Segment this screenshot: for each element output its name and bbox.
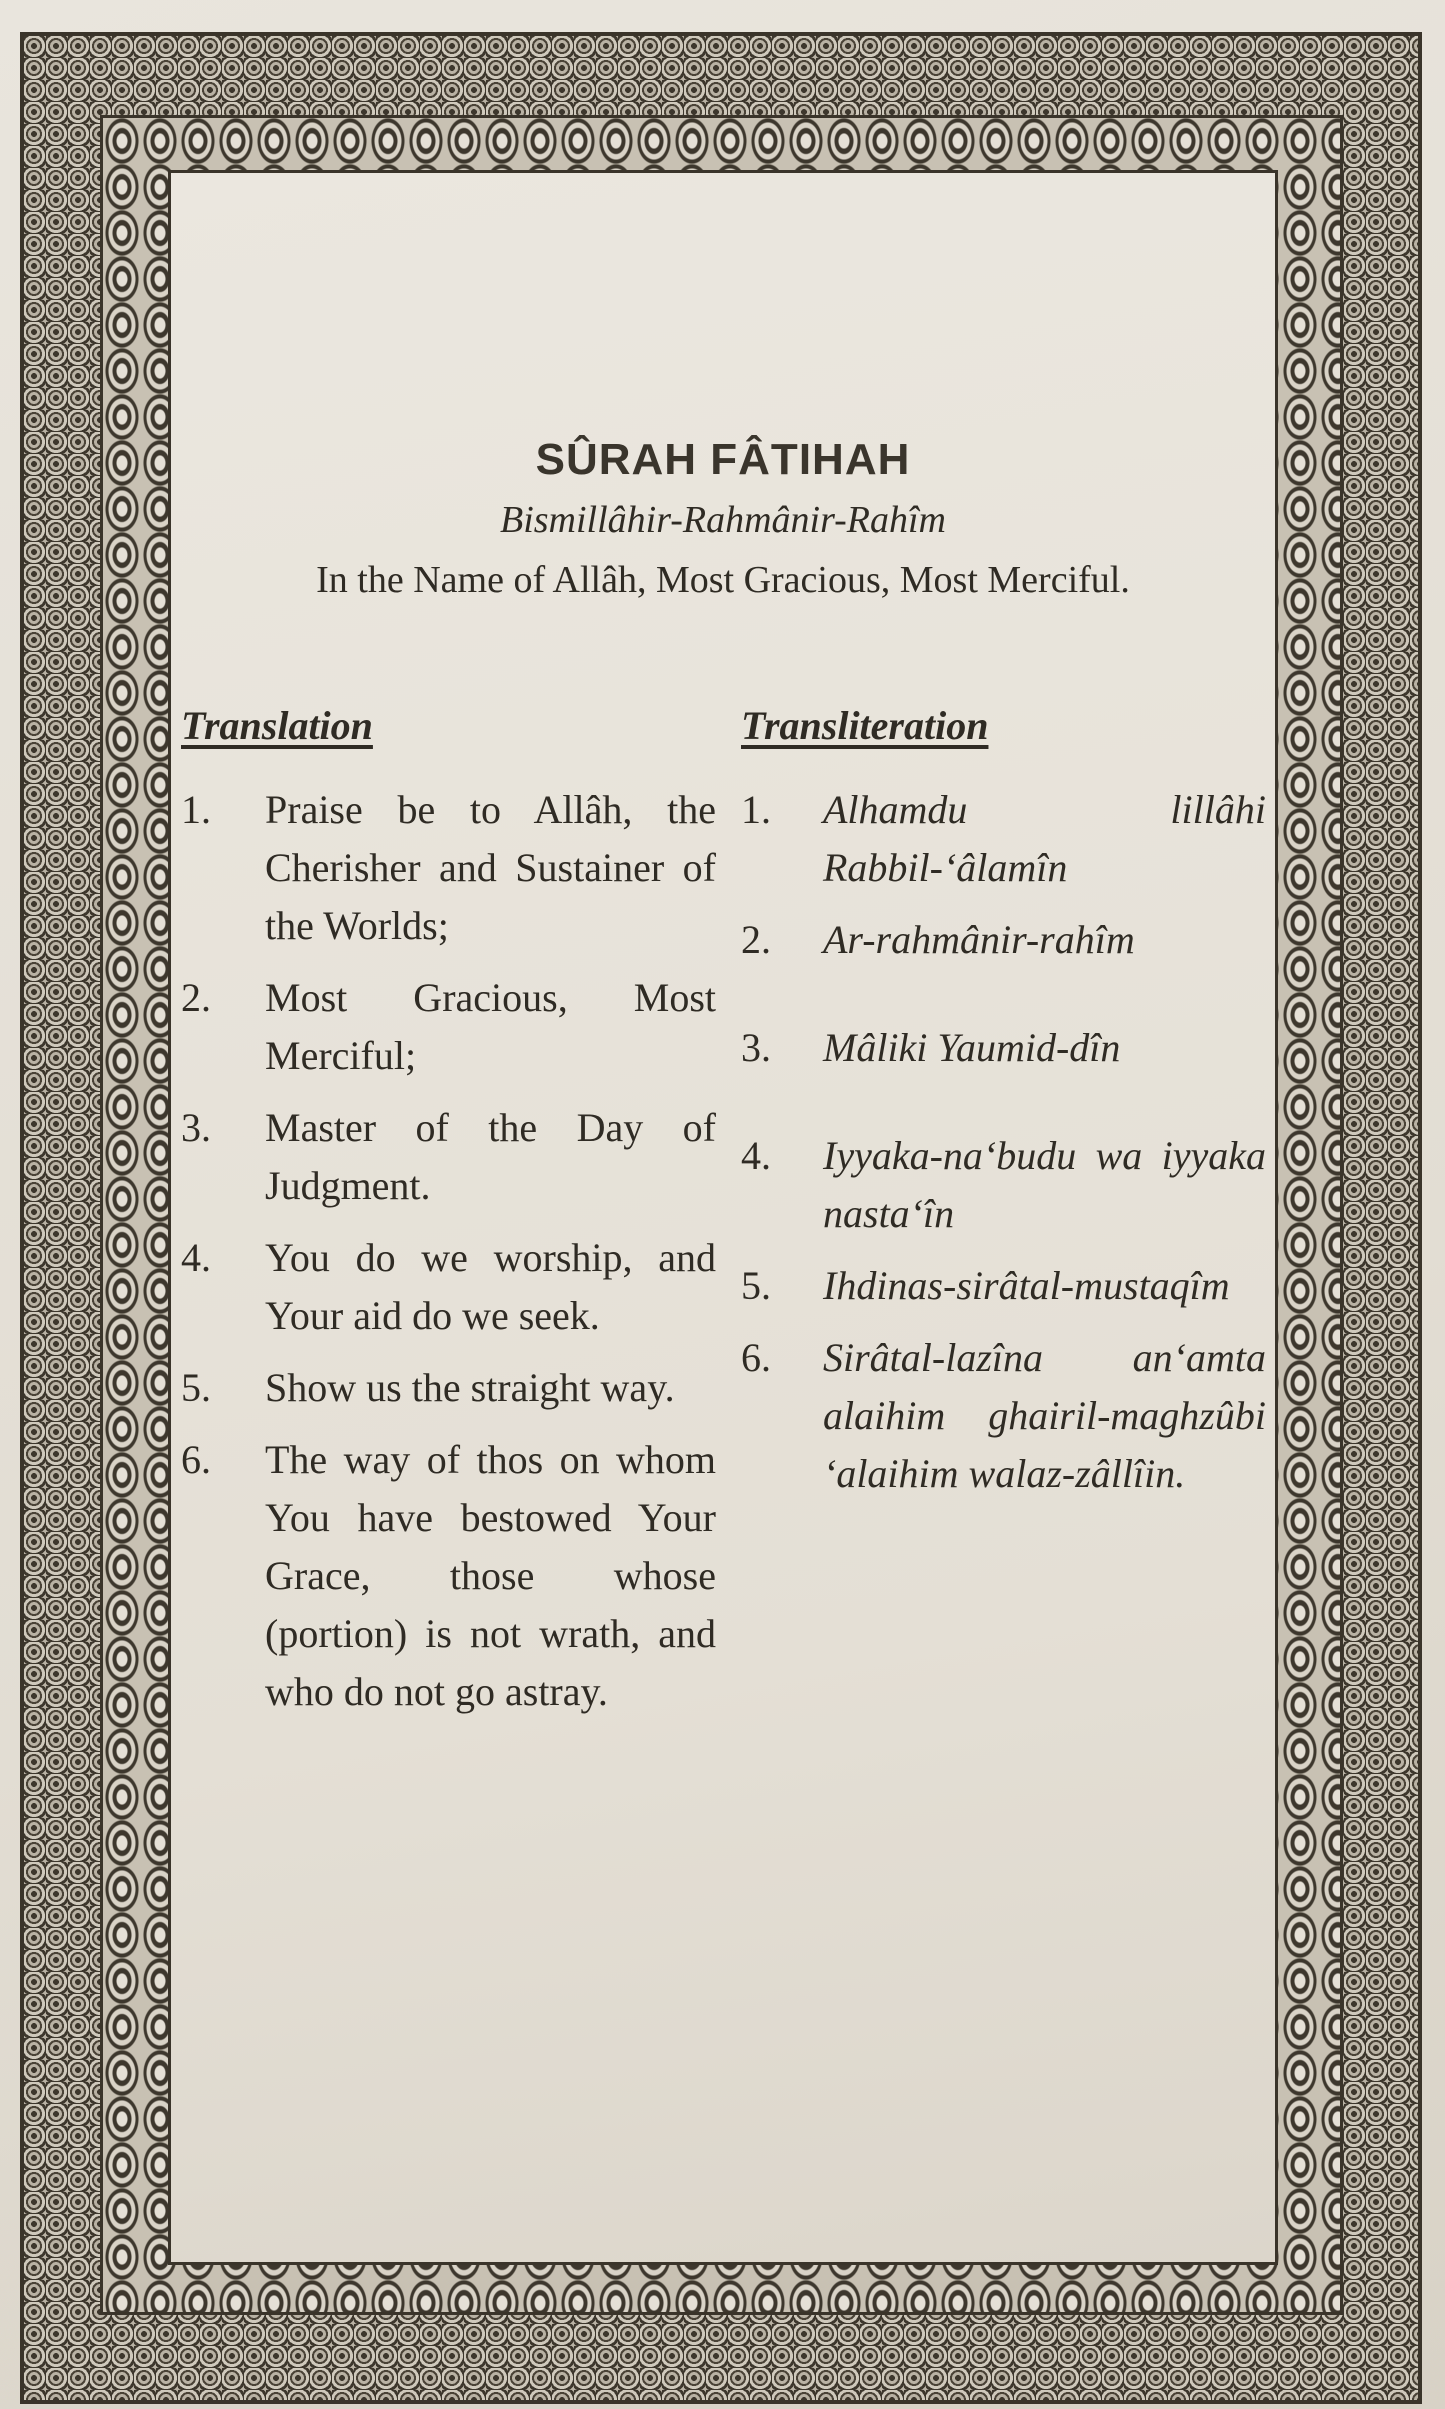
verse-text: Alhamdu lillâhi Rabbil-‘âlamîn	[823, 787, 1266, 890]
verse-number: 2.	[741, 917, 771, 962]
verse-number: 3.	[741, 1025, 771, 1070]
verse-text: Praise be to Allâh, the Cherisher and Sustainer of the Worlds;	[265, 787, 716, 948]
verse-text: Most Gracious, Most Merciful;	[265, 975, 716, 1078]
verse-transliteration	[741, 1127, 1266, 1243]
bismillah-transliteration: Bismillâhir-Rahmânir-Rahîm	[499, 499, 947, 541]
verse-translation	[181, 781, 716, 955]
verse-translation	[181, 1431, 716, 1721]
verse-number: 2.	[181, 975, 211, 1020]
verse-transliteration	[741, 781, 1266, 897]
verse-transliteration	[741, 1329, 1266, 1503]
verse-text: Ar-rahmânir-rahîm	[823, 917, 1135, 962]
translation-column	[181, 701, 716, 1735]
surah-title: SÛRAH FÂTIHAH	[535, 435, 911, 484]
verse-text: Mâliki Yaumid-dîn	[823, 1025, 1121, 1070]
verse-number: 1.	[181, 787, 211, 832]
verse-transliteration	[741, 1019, 1266, 1077]
translation-heading: Translation	[181, 703, 373, 748]
verse-transliteration	[741, 911, 1266, 969]
verse-number: 6.	[181, 1437, 211, 1482]
verse-number: 5.	[741, 1263, 771, 1308]
verse-number: 6.	[741, 1335, 771, 1380]
verse-number: 4.	[741, 1133, 771, 1178]
verse-translation	[181, 1359, 716, 1417]
verse-text: Show us the straight way.	[265, 1365, 675, 1410]
verse-translation	[181, 969, 716, 1085]
verse-text: Ihdinas-sirâtal-mustaqîm	[823, 1263, 1230, 1308]
verse-text: You do we worship, and Your aid do we seek.	[265, 1235, 716, 1338]
transliteration-heading: Transliteration	[741, 703, 989, 748]
transliteration-column	[741, 701, 1266, 1517]
verse-text: Master of the Day of Judgment.	[265, 1105, 716, 1208]
verse-translation	[181, 1229, 716, 1345]
verse-number: 1.	[741, 787, 771, 832]
verse-transliteration	[741, 1257, 1266, 1315]
verse-number: 5.	[181, 1365, 211, 1410]
verse-text: Iyyaka-na‘budu wa iyyaka nasta‘în	[823, 1133, 1266, 1236]
verse-translation	[181, 1099, 716, 1215]
verse-text: Sirâtal-lazîna an‘amta alaihim ghairil-maghzûbi ‘alaihim walaz-zâllîin.	[823, 1335, 1266, 1496]
bismillah-translation: In the Name of Allâh, Most Gracious, Most Merciful.	[316, 559, 1130, 601]
text-panel	[168, 170, 1278, 2265]
verse-number: 4.	[181, 1235, 211, 1280]
verse-text: The way of thos on whom You have bestowed Your Grace, those whose (portion) is not wrath, and who do not go astray.	[265, 1437, 716, 1714]
verse-number: 3.	[181, 1105, 211, 1150]
